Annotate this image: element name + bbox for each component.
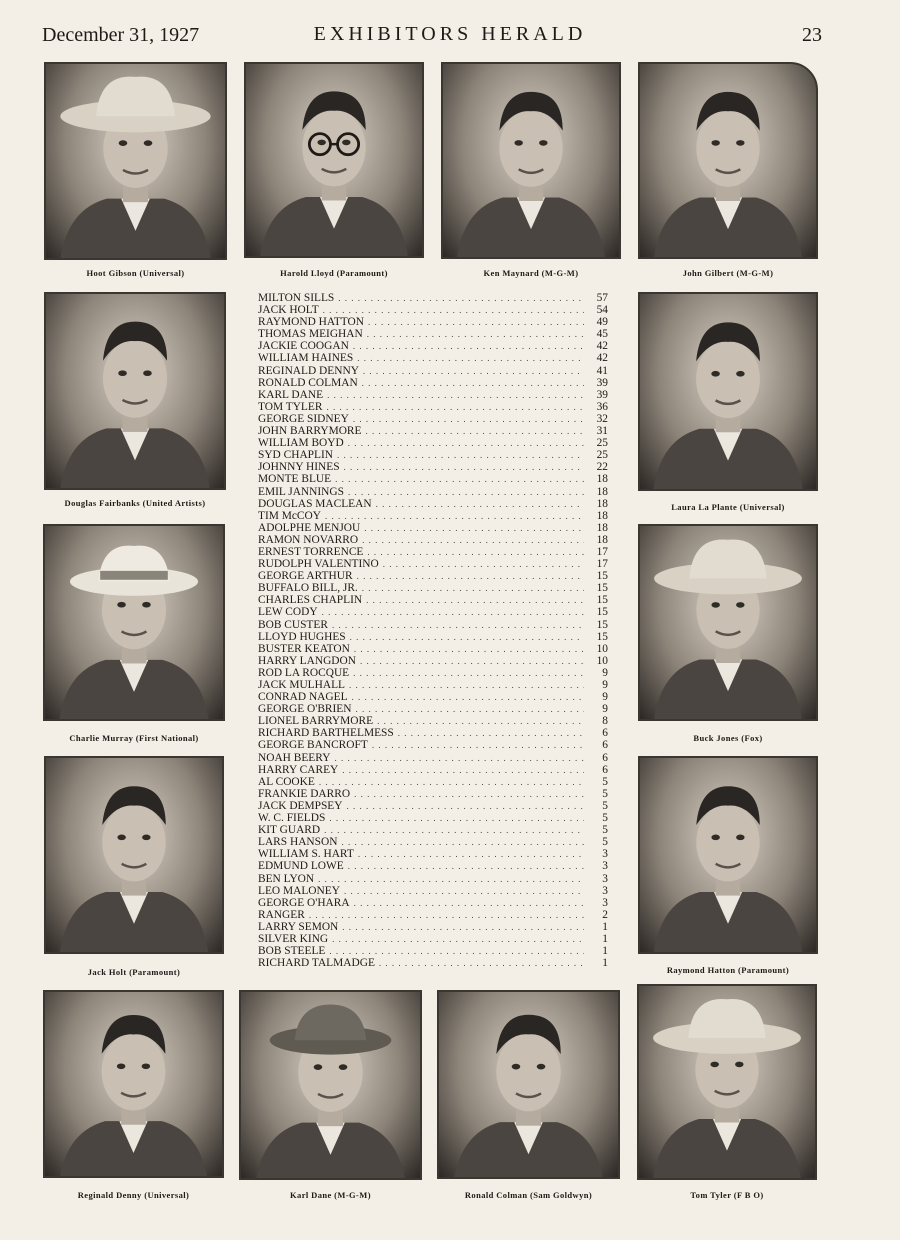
vote-count: 3	[602, 848, 608, 861]
star-name: EDMUND LOWE	[258, 860, 344, 873]
photo-caption: Hoot Gibson (Universal)	[86, 268, 185, 278]
ranking-row	[258, 824, 608, 836]
ranking-row	[258, 933, 608, 945]
star-name: WILLIAM BOYD	[258, 437, 344, 450]
portrait-photo	[239, 990, 422, 1180]
ranking-row	[258, 401, 608, 413]
dot-leader	[353, 340, 584, 352]
star-name: LARRY SEMON	[258, 920, 339, 933]
star-name: LARS HANSON	[258, 836, 338, 849]
dot-leader	[372, 739, 584, 751]
photo-caption: Raymond Hatton (Paramount)	[666, 965, 790, 975]
star-name: MONTE BLUE	[258, 473, 332, 486]
dot-leader	[332, 619, 584, 631]
photo-caption: Reginald Denny (Universal)	[77, 1190, 190, 1200]
ranking-row	[258, 909, 608, 921]
star-name: CONRAD NAGEL	[258, 691, 348, 704]
portrait-image	[640, 758, 816, 952]
star-name: SYD CHAPLIN	[258, 449, 333, 462]
ranking-row	[258, 582, 608, 594]
dot-leader	[362, 582, 584, 594]
dot-leader	[324, 824, 584, 836]
dot-leader	[348, 486, 584, 498]
dot-leader	[334, 752, 584, 764]
dot-leader	[398, 727, 584, 739]
vote-count: 18	[596, 533, 608, 546]
star-name: JOHNNY HINES	[258, 461, 340, 474]
star-name: RICHARD TALMADGE	[258, 957, 375, 970]
portrait-photo	[44, 62, 227, 260]
vote-count: 6	[602, 739, 608, 752]
dot-leader	[352, 691, 584, 703]
ranking-row	[258, 498, 608, 510]
portrait-photo	[244, 62, 424, 258]
vote-count: 5	[602, 775, 608, 788]
vote-count: 32	[596, 412, 608, 425]
vote-count: 3	[602, 884, 608, 897]
ranking-row	[258, 739, 608, 751]
dot-leader	[337, 449, 584, 461]
vote-count: 18	[596, 473, 608, 486]
vote-count: 3	[602, 872, 608, 885]
star-name: BOB STEELE	[258, 945, 326, 958]
ranking-row	[258, 860, 608, 872]
dot-leader	[344, 461, 584, 473]
ranking-row	[258, 546, 608, 558]
ranking-row	[258, 292, 608, 304]
dot-leader	[354, 643, 584, 655]
ranking-row	[258, 606, 608, 618]
star-name: RAYMOND HATTON	[258, 316, 365, 329]
dot-leader	[356, 703, 585, 715]
star-name: MILTON SILLS	[258, 292, 335, 304]
portrait-image	[443, 64, 619, 257]
ranking-row	[258, 486, 608, 498]
portrait-photo	[638, 62, 818, 259]
star-name: LLOYD HUGHES	[258, 630, 346, 643]
vote-count: 49	[596, 316, 608, 329]
ranking-row	[258, 365, 608, 377]
star-name: HARRY LANGDON	[258, 654, 356, 667]
portrait-image	[246, 64, 422, 256]
star-name: CHARLES CHAPLIN	[258, 594, 363, 607]
ranking-row	[258, 764, 608, 776]
portrait-image	[640, 64, 816, 257]
ranking-row	[258, 413, 608, 425]
vote-count: 2	[602, 908, 608, 921]
vote-count: 5	[602, 799, 608, 812]
star-name: BOB CUSTER	[258, 618, 328, 631]
vote-count: 39	[596, 376, 608, 389]
star-name: REGINALD DENNY	[258, 364, 359, 377]
star-name: FRANKIE DARRO	[258, 787, 351, 800]
star-name: GEORGE O'HARA	[258, 896, 350, 909]
dot-leader	[363, 365, 584, 377]
portrait-photo	[638, 524, 818, 721]
vote-count: 3	[602, 860, 608, 873]
star-name: TOM TYLER	[258, 400, 323, 413]
ranking-row	[258, 655, 608, 667]
ranking-row	[258, 510, 608, 522]
dot-leader	[323, 304, 584, 316]
vote-count: 15	[596, 594, 608, 607]
dot-leader	[364, 522, 584, 534]
portrait-image	[46, 64, 225, 258]
vote-count: 15	[596, 606, 608, 619]
portrait-image	[640, 294, 816, 489]
vote-count: 17	[596, 558, 608, 571]
dot-leader	[368, 316, 584, 328]
dot-leader	[354, 788, 584, 800]
ranking-row	[258, 570, 608, 582]
star-name: GEORGE ARTHUR	[258, 570, 353, 583]
vote-count: 18	[596, 485, 608, 498]
vote-count: 18	[596, 497, 608, 510]
star-name: LEO MALONEY	[258, 884, 340, 897]
star-name: W. C. FIELDS	[258, 812, 326, 825]
vote-count: 22	[596, 461, 608, 474]
portrait-image	[46, 294, 224, 488]
dot-leader	[357, 352, 584, 364]
vote-count: 1	[602, 957, 608, 970]
star-name: LIONEL BARRYMORE	[258, 715, 374, 728]
vote-count: 57	[596, 292, 608, 304]
ranking-row	[258, 703, 608, 715]
dot-leader	[327, 389, 584, 401]
ranking-row	[258, 352, 608, 364]
ranking-row	[258, 848, 608, 860]
vote-count: 42	[596, 340, 608, 353]
vote-count: 10	[596, 642, 608, 655]
star-name: JACK DEMPSEY	[258, 799, 343, 812]
vote-count: 36	[596, 400, 608, 413]
dot-leader	[329, 812, 584, 824]
ranking-row	[258, 788, 608, 800]
ranking-row	[258, 715, 608, 727]
dot-leader	[362, 377, 584, 389]
photo-caption: Karl Dane (M-G-M)	[290, 1190, 371, 1200]
ranking-row	[258, 377, 608, 389]
ranking-row	[258, 449, 608, 461]
vote-count: 5	[602, 787, 608, 800]
star-name: WILLIAM HAINES	[258, 352, 354, 365]
star-name: WILLIAM S. HART	[258, 848, 354, 861]
dot-leader	[353, 667, 584, 679]
star-name: KARL DANE	[258, 388, 324, 401]
photo-caption: Ken Maynard (M-G-M)	[483, 268, 579, 278]
star-name: THOMAS MEIGHAN	[258, 328, 363, 341]
star-name: RAMON NOVARRO	[258, 533, 359, 546]
portrait-photo	[437, 990, 620, 1179]
dot-leader	[379, 957, 584, 969]
dot-leader	[357, 570, 584, 582]
star-name: GEORGE SIDNEY	[258, 412, 349, 425]
portrait-image	[639, 986, 815, 1178]
vote-count: 9	[602, 691, 608, 704]
ranking-row	[258, 534, 608, 546]
ranking-row	[258, 522, 608, 534]
dot-leader	[344, 885, 584, 897]
ranking-row	[258, 558, 608, 570]
ranking-row	[258, 316, 608, 328]
photo-caption: Charlie Murray (First National)	[69, 733, 199, 743]
ranking-row	[258, 619, 608, 631]
ranking-row	[258, 873, 608, 885]
ranking-row	[258, 594, 608, 606]
vote-count: 25	[596, 449, 608, 462]
page-header	[0, 20, 900, 50]
vote-count: 6	[602, 763, 608, 776]
dot-leader	[338, 292, 584, 304]
dot-leader	[377, 715, 584, 727]
vote-count: 9	[602, 679, 608, 691]
vote-count: 15	[596, 618, 608, 631]
dot-leader	[349, 679, 584, 691]
star-name: BUSTER KEATON	[258, 642, 350, 655]
dot-leader	[376, 498, 584, 510]
star-name: AL COOKE	[258, 775, 315, 788]
ranking-row	[258, 752, 608, 764]
ranking-row	[258, 776, 608, 788]
vote-count: 15	[596, 570, 608, 583]
ranking-row	[258, 473, 608, 485]
ranking-row	[258, 631, 608, 643]
vote-count: 5	[602, 836, 608, 849]
portrait-image	[46, 758, 222, 952]
photo-caption: Harold Lloyd (Paramount)	[280, 268, 388, 278]
ranking-row	[258, 461, 608, 473]
dot-leader	[322, 606, 584, 618]
vote-count: 5	[602, 812, 608, 825]
dot-leader	[332, 933, 584, 945]
ranking-row	[258, 691, 608, 703]
dot-leader	[348, 437, 584, 449]
vote-count: 18	[596, 521, 608, 534]
photo-caption: John Gilbert (M-G-M)	[682, 268, 774, 278]
star-name: RUDOLPH VALENTINO	[258, 558, 379, 571]
dot-leader	[319, 776, 584, 788]
photo-caption: Ronald Colman (Sam Goldwyn)	[464, 1190, 593, 1200]
star-name: DOUGLAS MACLEAN	[258, 497, 372, 510]
portrait-photo	[638, 756, 818, 954]
star-name: ROD LA ROCQUE	[258, 666, 350, 679]
dot-leader	[329, 945, 584, 957]
dot-leader	[342, 921, 584, 933]
star-name: JACK MULHALL	[258, 679, 346, 691]
portrait-image	[45, 992, 222, 1176]
star-name: KIT GUARD	[258, 824, 321, 837]
star-name: JACK HOLT	[258, 304, 319, 317]
vote-count: 6	[602, 751, 608, 764]
star-name: JOHN BARRYMORE	[258, 425, 362, 438]
vote-count: 3	[602, 896, 608, 909]
dot-leader	[358, 848, 584, 860]
vote-count: 31	[596, 425, 608, 438]
photo-caption: Laura La Plante (Universal)	[671, 502, 785, 512]
star-name: RONALD COLMAN	[258, 376, 358, 389]
ranking-row	[258, 836, 608, 848]
dot-leader	[335, 473, 584, 485]
dot-leader	[350, 631, 584, 643]
dot-leader	[354, 897, 584, 909]
star-name: ERNEST TORRENCE	[258, 545, 364, 558]
vote-count: 1	[602, 920, 608, 933]
portrait-image	[241, 992, 420, 1178]
dot-leader	[353, 413, 584, 425]
dot-leader	[360, 655, 584, 667]
ranking-row	[258, 328, 608, 340]
star-name: BEN LYON	[258, 872, 315, 885]
portrait-photo	[43, 524, 225, 721]
ranking-row	[258, 340, 608, 352]
photo-caption: Jack Holt (Paramount)	[87, 967, 181, 977]
vote-count: 9	[602, 703, 608, 716]
dot-leader	[366, 594, 584, 606]
portrait-image	[45, 526, 223, 719]
ranking-row	[258, 800, 608, 812]
magazine-title: EXHIBITORS HERALD	[313, 23, 587, 45]
star-name: RANGER	[258, 908, 305, 921]
star-name: BUFFALO BILL, JR.	[258, 582, 358, 595]
ranking-row	[258, 921, 608, 933]
dot-leader	[362, 534, 584, 546]
portrait-photo	[44, 292, 226, 490]
ranking-row	[258, 885, 608, 897]
dot-leader	[348, 860, 584, 872]
vote-count: 1	[602, 945, 608, 958]
dot-leader	[341, 836, 584, 848]
popularity-ranking-list	[258, 292, 608, 969]
issue-date: December 31, 1927	[42, 24, 200, 46]
dot-leader	[325, 510, 584, 522]
portrait-photo	[441, 62, 621, 259]
ranking-row	[258, 667, 608, 679]
dot-leader	[367, 328, 584, 340]
dot-leader	[318, 873, 584, 885]
portrait-image	[439, 992, 618, 1177]
ranking-row	[258, 727, 608, 739]
portrait-photo	[637, 984, 817, 1180]
dot-leader	[367, 546, 584, 558]
portrait-photo	[43, 990, 224, 1178]
star-name: EMIL JANNINGS	[258, 485, 344, 498]
vote-count: 10	[596, 654, 608, 667]
vote-count: 25	[596, 437, 608, 450]
star-name: LEW CODY	[258, 606, 318, 619]
dot-leader	[326, 401, 584, 413]
star-name: JACKIE COOGAN	[258, 340, 349, 353]
portrait-photo	[638, 292, 818, 491]
portrait-photo	[44, 756, 224, 954]
dot-leader	[365, 425, 584, 437]
star-name: NOAH BEERY	[258, 751, 331, 764]
star-name: RICHARD BARTHELMESS	[258, 727, 394, 740]
ranking-row	[258, 957, 608, 969]
dot-leader	[342, 764, 584, 776]
star-name: ADOLPHE MENJOU	[258, 521, 361, 534]
vote-count: 15	[596, 630, 608, 643]
photo-caption: Buck Jones (Fox)	[693, 733, 763, 743]
vote-count: 42	[596, 352, 608, 365]
star-name: SILVER KING	[258, 932, 329, 945]
star-name: HARRY CAREY	[258, 763, 339, 776]
ranking-row	[258, 897, 608, 909]
vote-count: 8	[602, 715, 608, 728]
ranking-row	[258, 389, 608, 401]
ranking-row	[258, 437, 608, 449]
vote-count: 17	[596, 545, 608, 558]
vote-count: 41	[596, 364, 608, 377]
portrait-image	[640, 526, 816, 719]
vote-count: 54	[596, 304, 608, 317]
vote-count: 6	[602, 727, 608, 740]
star-name: GEORGE BANCROFT	[258, 739, 368, 752]
vote-count: 5	[602, 824, 608, 837]
dot-leader	[347, 800, 585, 812]
page-number: 23	[802, 24, 822, 46]
photo-caption: Tom Tyler (F B O)	[690, 1190, 764, 1200]
ranking-row	[258, 945, 608, 957]
star-name: TIM McCOY	[258, 509, 321, 522]
photo-caption: Douglas Fairbanks (United Artists)	[64, 498, 206, 508]
vote-count: 9	[602, 666, 608, 679]
vote-count: 15	[596, 582, 608, 595]
dot-leader	[309, 909, 584, 921]
ranking-row	[258, 643, 608, 655]
ranking-row	[258, 812, 608, 824]
vote-count: 1	[602, 932, 608, 945]
vote-count: 39	[596, 388, 608, 401]
ranking-row	[258, 679, 608, 691]
star-name: GEORGE O'BRIEN	[258, 703, 352, 716]
ranking-row	[258, 304, 608, 316]
vote-count: 45	[596, 328, 608, 341]
ranking-row	[258, 425, 608, 437]
vote-count: 18	[596, 509, 608, 522]
dot-leader	[383, 558, 584, 570]
